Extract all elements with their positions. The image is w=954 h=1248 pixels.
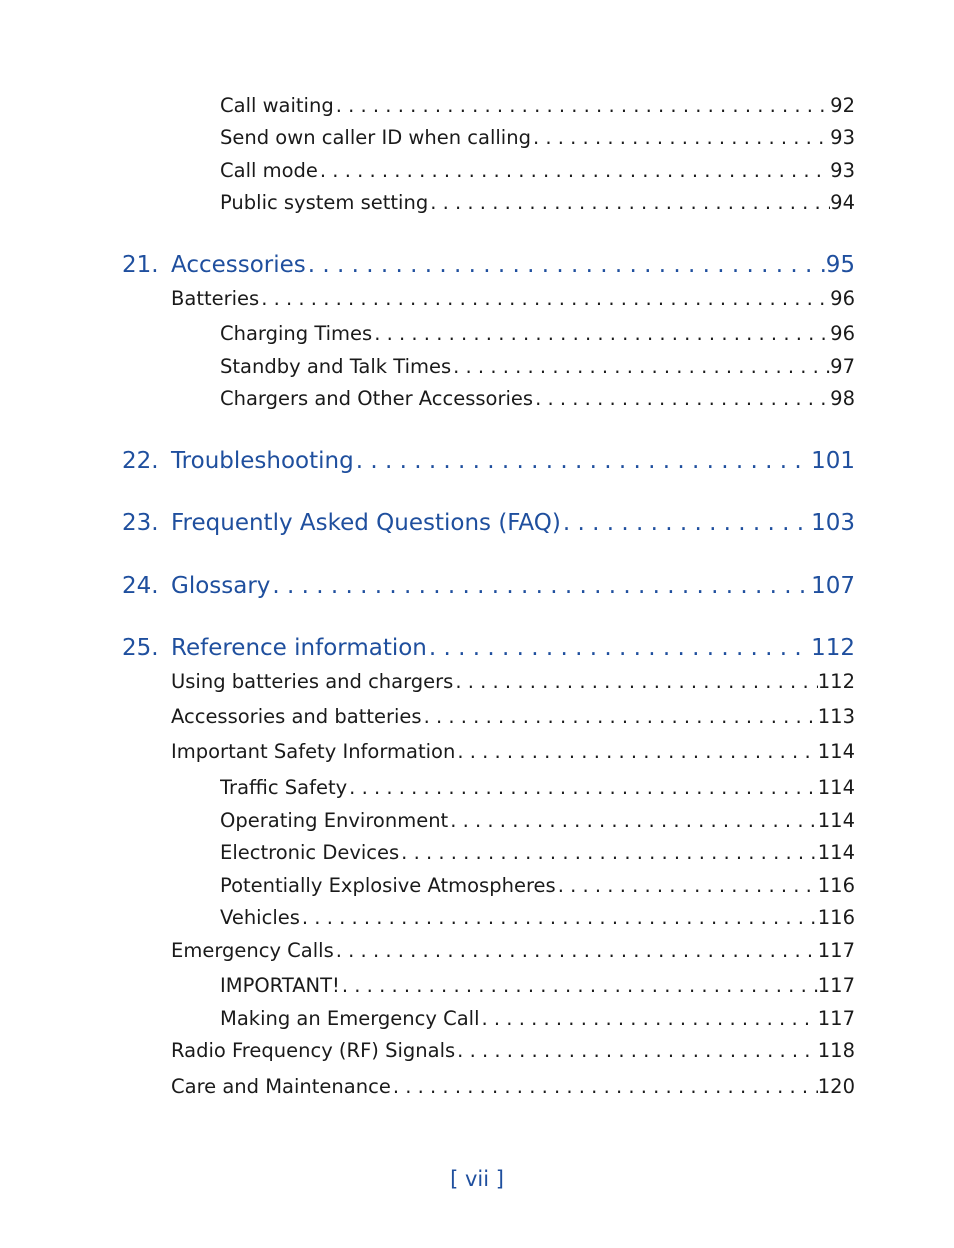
toc-entry-page: 114 <box>817 841 855 864</box>
toc-entry-title: Vehicles <box>220 906 300 929</box>
toc-entry-title: Send own caller ID when calling <box>220 126 531 149</box>
dot-leader <box>455 739 817 765</box>
toc-entry-page: 114 <box>817 740 855 763</box>
toc-entry[interactable] <box>171 669 855 695</box>
toc-entry[interactable] <box>171 1038 855 1064</box>
dot-leader <box>448 808 818 834</box>
dot-leader <box>422 704 818 730</box>
dot-leader <box>391 1074 818 1100</box>
dot-leader <box>306 250 826 280</box>
toc-entry[interactable] <box>171 739 855 765</box>
toc-entry-title: Care and Maintenance <box>171 1075 391 1098</box>
toc-entry-title: Emergency Calls <box>171 939 334 962</box>
dot-leader <box>453 669 817 695</box>
toc-entry-page: 116 <box>817 874 855 897</box>
toc-entry-page: 117 <box>817 974 855 997</box>
toc-entry-page: 92 <box>830 94 855 117</box>
toc-entry-page: 112 <box>817 670 855 693</box>
toc-chapter-23[interactable] <box>122 508 855 538</box>
toc-entry-page: 114 <box>817 809 855 832</box>
toc-entry-title: Potentially Explosive Atmospheres <box>220 874 556 897</box>
chapter-title: Accessories <box>171 252 306 278</box>
toc-entry-page: 120 <box>817 1075 855 1098</box>
toc-entry-title: Electronic Devices <box>220 841 400 864</box>
dot-leader <box>561 508 811 538</box>
toc-entry[interactable] <box>220 905 855 931</box>
dot-leader <box>399 840 818 866</box>
toc-entry-title: Call waiting <box>220 94 334 117</box>
toc-entry[interactable] <box>171 286 855 312</box>
toc-entry[interactable] <box>171 1074 855 1100</box>
dot-leader <box>556 873 818 899</box>
dot-leader <box>300 905 818 931</box>
toc-chapter-25[interactable] <box>122 633 855 663</box>
chapter-title: Troubleshooting <box>171 448 354 474</box>
dot-leader <box>354 446 811 476</box>
toc-entry[interactable] <box>220 158 855 184</box>
toc-entry-title: Accessories and batteries <box>171 705 422 728</box>
toc-entry-title: Operating Environment <box>220 809 449 832</box>
toc-entry-title: Important Safety Information <box>171 740 456 763</box>
dot-leader <box>318 158 830 184</box>
toc-entry-page: 96 <box>830 322 855 345</box>
toc-entry-title: Public system setting <box>220 191 429 214</box>
dot-leader <box>347 775 818 801</box>
chapter-number: 21. <box>122 252 159 278</box>
dot-leader <box>455 1038 818 1064</box>
toc-entry[interactable] <box>220 386 855 412</box>
chapter-number: 23. <box>122 510 159 536</box>
toc-entry-page: 114 <box>817 776 855 799</box>
toc-entry-title: Call mode <box>220 159 318 182</box>
toc-entry-title: Batteries <box>171 287 260 310</box>
chapter-page: 95 <box>825 252 855 278</box>
toc-entry[interactable] <box>220 873 855 899</box>
toc-entry-title: Making an Emergency Call <box>220 1007 480 1030</box>
toc-entry-title: Using batteries and chargers <box>171 670 454 693</box>
chapter-page: 101 <box>811 448 855 474</box>
dot-leader <box>334 93 830 119</box>
page-number: [ vii ] <box>450 1167 504 1191</box>
toc-entry-title: Traffic Safety <box>220 776 348 799</box>
toc-entry-page: 117 <box>817 939 855 962</box>
toc-entry-page: 116 <box>817 906 855 929</box>
toc-entry-page: 93 <box>830 159 855 182</box>
toc-entry-page: 94 <box>830 191 855 214</box>
toc-entry-page: 98 <box>830 387 855 410</box>
dot-leader <box>480 1006 818 1032</box>
dot-leader <box>428 190 830 216</box>
chapter-page: 103 <box>811 510 855 536</box>
dot-leader <box>531 125 830 151</box>
dot-leader <box>451 354 830 380</box>
chapter-page: 112 <box>811 635 855 661</box>
toc-chapter-21[interactable] <box>122 250 855 280</box>
toc-entry-page: 97 <box>830 355 855 378</box>
toc-entry-page: 96 <box>830 287 855 310</box>
dot-leader <box>533 386 830 412</box>
toc-entry-title: IMPORTANT! <box>220 974 340 997</box>
toc-entry-title: Chargers and Other Accessories <box>220 387 534 410</box>
chapter-number: 22. <box>122 448 159 474</box>
toc-entry-page: 118 <box>817 1039 855 1062</box>
toc-entry[interactable] <box>220 808 855 834</box>
toc-entry[interactable] <box>220 973 855 999</box>
toc-entry[interactable] <box>171 938 855 964</box>
chapter-page: 107 <box>811 573 855 599</box>
toc-chapter-22[interactable] <box>122 446 855 476</box>
chapter-number: 25. <box>122 635 159 661</box>
dot-leader <box>340 973 818 999</box>
toc-entry-page: 113 <box>817 705 855 728</box>
toc-entry[interactable] <box>220 354 855 380</box>
toc-entry[interactable] <box>220 93 855 119</box>
toc-entry[interactable] <box>171 704 855 730</box>
toc-entry-title: Charging Times <box>220 322 373 345</box>
dot-leader <box>259 286 830 312</box>
toc-entry-page: 117 <box>817 1007 855 1030</box>
chapter-number: 24. <box>122 573 159 599</box>
dot-leader <box>372 321 830 347</box>
toc-entry[interactable] <box>220 190 855 216</box>
dot-leader <box>334 938 818 964</box>
chapter-title: Glossary <box>171 573 271 599</box>
toc-entry[interactable] <box>220 321 855 347</box>
toc-entry-title: Radio Frequency (RF) Signals <box>171 1039 456 1062</box>
toc-entry-title: Standby and Talk Times <box>220 355 452 378</box>
toc-entry[interactable] <box>220 840 855 866</box>
toc-entry[interactable] <box>220 125 855 151</box>
toc-entry-page: 93 <box>830 126 855 149</box>
toc-entry[interactable] <box>220 1006 855 1032</box>
toc-entry[interactable] <box>220 775 855 801</box>
toc-chapter-24[interactable] <box>122 571 855 601</box>
chapter-title: Reference information <box>171 635 427 661</box>
chapter-title: Frequently Asked Questions (FAQ) <box>171 510 561 536</box>
dot-leader <box>427 633 811 663</box>
dot-leader <box>270 571 811 601</box>
